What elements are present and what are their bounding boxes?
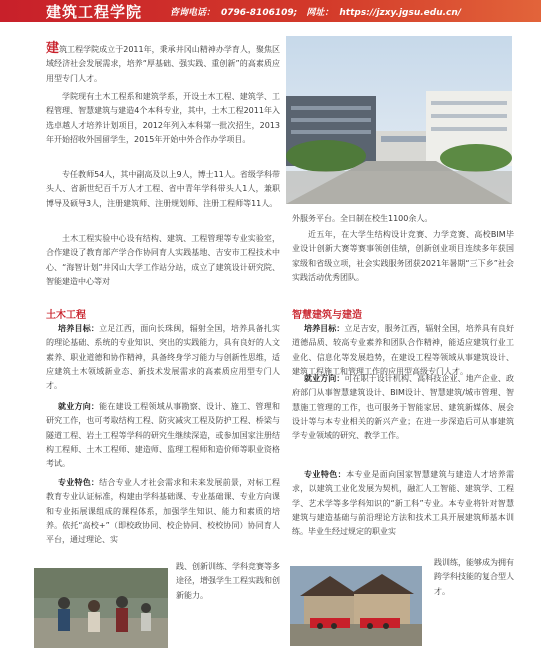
- smart-feature-end: 践训练，能够成为拥有跨学科技能的复合型人才。: [434, 558, 514, 596]
- intro-paragraph-1: 建筑工程学院成立于2011年，秉承井冈山精神办学育人，聚焦区域经济社会发展需求，培养“厚基础、强实践、重创新”的高素质应用型专门人才。: [46, 41, 280, 83]
- right-paragraph-1: 外服务平台。全日制在校生1100余人。: [292, 214, 433, 223]
- intro-paragraph-2: 学院现有土木工程系和建筑学系，开设土木工程、建筑学、工程管理、智慧建筑与建造4个本科专业，其中，土木工程2011年入选卓越人才培养计划项目，2012年列入本科第一批次招生，2013年开始招收外国留学生，2015年开始中外合作办学项目。: [46, 92, 280, 144]
- intro-paragraph-4: 土木工程实验中心设有结构、建筑、工程管理等专业实验室，合作建设了教育部产学合作协同育人实践基地、吉安市工程技术中心、“海智计划”井冈山大学工作站分站，成立了建筑设计研究院、智能建造中心等对: [46, 234, 280, 286]
- dropcap: 建: [46, 41, 60, 56]
- phone-label: 咨询电话：: [170, 8, 216, 18]
- civil-goal: 培养目标：立足江西，面向长珠闽，辐射全国，培养具备扎实的理论基础、系统的专业知识、突出的实践能力，具有良好的人文素养、职业道德和协作精神，具备终身学习能力与创新性思维，适应建筑土木领域新业态、新技术发展需求的高素质应用型专门人才。: [46, 324, 281, 391]
- intro-paragraph-3: 专任教师54人，其中副高及以上9人，博士11人。省级学科带头人、省新世纪百千万人才工程、省中青年学科带头人1人，兼职博导及硕导3人，注册建筑师、注册规划师、注册工程师等11人。: [46, 170, 280, 208]
- header-bar: [0, 0, 541, 22]
- smart-goal: 培养目标：立足吉安，服务江西，辐射全国，培养具有良好道德品质、较高专业素养和团队合作精神，能适应建筑行业工业化、信息化等发展趋势，在建设工程等领域从事建筑设计、建筑工程施工和管理工作的应用型高级专门人才。: [292, 324, 515, 376]
- civil-feature-end: 践、创新训练、学科竞赛等多途径，增强学生工程实践和创新能力。: [176, 562, 280, 600]
- smart-building-title: 智慧建筑与建造: [292, 310, 362, 321]
- smart-feature: 专业特色：本专业是面向国家智慧建筑与建造人才培养需求，以建筑工业化发展为契机，融汇人工智能、建筑学、工程学、艺术学等多学科知识的“新工科”专业。本专业将针对智慧建筑与建造基础与前沿理论方法和技术工具开展建筑师基本训练。毕业生经过规定的职业实: [292, 470, 515, 537]
- civil-feature: 专业特色：结合专业人才社会需求和未来发展前景，对标工程教育专业认证标准，构建由学科基础课、专业基础课、专业方向课和专业拓展课组成的课程体系，加强学生知识、能力和素质的培养。依托“高校+”（即校政协同、校企协同、校校协同）协同育人平台，通过理论、实: [46, 478, 281, 545]
- civil-career: 就业方向：能在建设工程领域从事勘察、设计、施工、管理和研究工作，也可考取结构工程、防灾减灾工程及防护工程、桥梁与隧道工程、岩土工程等学科的研究生继续深造，或参加国家注册结构工程师、土木工程师、建造师、监理工程师和造价师等职业资格考试。: [46, 402, 281, 469]
- campus-building-photo: [286, 36, 512, 204]
- field-survey-photo: [34, 568, 168, 648]
- civil-engineering-title: 土木工程: [46, 310, 86, 321]
- smart-career: 就业方向：可在职于设计机构、高科技企业、地产企业、政府部门从事智慧建筑设计、BIM设计、智慧建筑/城市管理、智慧施工管理的工作，也可服务于智能家居、建筑新媒体、展会设计等与本专业相关的新兴产业；在进一步深造后可从事建筑学专业领域的研究、教学工作。: [292, 374, 515, 441]
- web-label: 网址：: [306, 8, 334, 18]
- student-team-photo: [290, 566, 422, 646]
- contact-line: [170, 5, 467, 18]
- college-title: 建筑工程学院: [46, 3, 143, 21]
- web-url: https://jzxy.jgsu.edu.cn/: [339, 8, 462, 18]
- phone-number: 0796-8106109;: [221, 8, 298, 18]
- right-paragraph-2: 近五年，在大学生结构设计竞赛、力学竞赛、高校BIM毕业设计创新大赛等赛事领创佳绩，创新创业项目连续多年获国家级和省级立项，社会实践服务团获2021年暑期“三下乡”社会实践活动优秀团队。: [292, 230, 514, 282]
